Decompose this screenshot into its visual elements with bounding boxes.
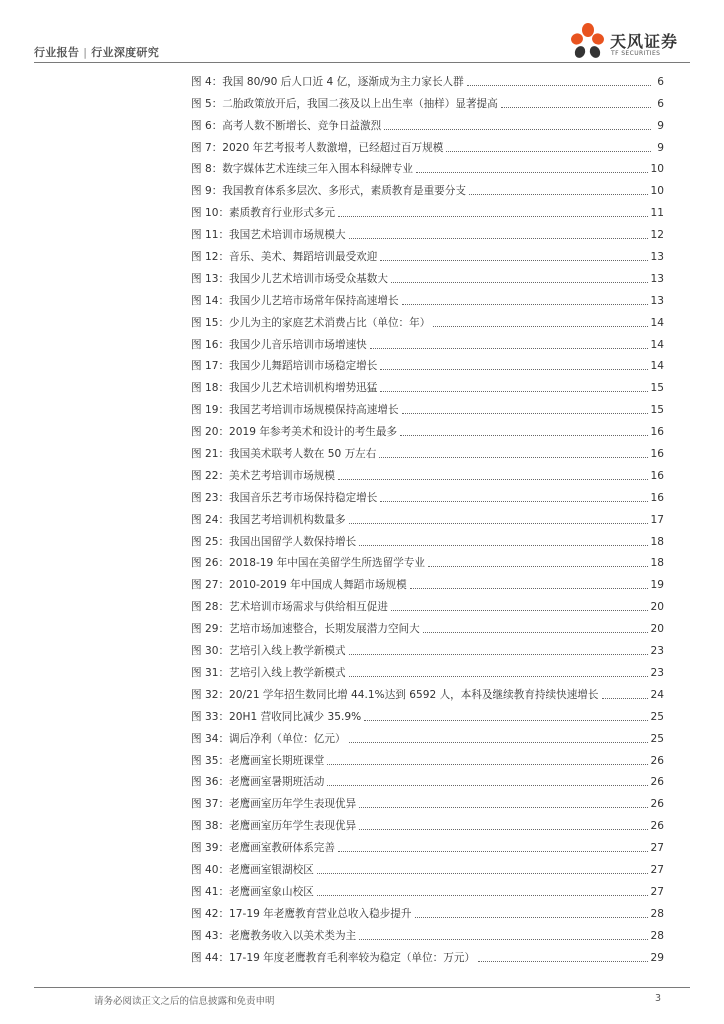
toc-entry-page: 15 xyxy=(650,404,664,417)
page-header xyxy=(0,0,724,66)
toc-entry[interactable] xyxy=(191,658,664,680)
toc-entry[interactable] xyxy=(191,395,664,417)
toc-dot-leader xyxy=(327,784,647,786)
toc-dot-leader xyxy=(338,478,648,480)
toc-entry-title: 图 37：老鹰画室历年学生表现优异 xyxy=(191,798,357,811)
toc-entry-page: 28 xyxy=(650,929,664,942)
toc-entry-title: 图 21：我国美术联考人数在 50 万左右 xyxy=(191,448,377,461)
toc-entry[interactable] xyxy=(191,549,664,571)
toc-dot-leader xyxy=(384,128,651,130)
footer-disclaimer: 请务必阅读正文之后的信息披露和免责申明 xyxy=(94,996,275,1007)
toc-entry-title: 图 36：老鹰画室暑期班活动 xyxy=(191,776,325,789)
toc-entry-page: 18 xyxy=(650,557,664,570)
toc-dot-leader xyxy=(370,347,648,349)
toc-entry[interactable] xyxy=(191,264,664,286)
toc-entry-title: 图 23：我国音乐艺考市场保持稳定增长 xyxy=(191,491,378,504)
toc-entry-title: 图 26：2018-19 年中国在美留学生所选留学专业 xyxy=(191,557,425,570)
toc-dot-leader xyxy=(469,193,648,195)
toc-dot-leader xyxy=(501,106,651,108)
toc-dot-leader xyxy=(380,390,647,392)
category-label: 行业报告 xyxy=(34,46,80,59)
toc-entry-title: 图 20：2019 年参考美术和设计的考生最多 xyxy=(191,426,398,439)
brand-subtitle: TF SECURITIES xyxy=(611,50,661,57)
toc-entry-title: 图 11：我国艺术培训市场规模大 xyxy=(191,229,346,242)
toc-entry-page: 20 xyxy=(650,601,664,614)
toc-entry[interactable] xyxy=(191,943,664,965)
toc-entry[interactable] xyxy=(191,155,664,177)
toc-entry-page: 24 xyxy=(650,688,664,701)
toc-entry[interactable] xyxy=(191,133,664,155)
toc-entry-page: 12 xyxy=(650,229,664,242)
toc-entry-page: 9 xyxy=(657,141,664,154)
toc-entry[interactable] xyxy=(191,527,664,549)
toc-entry-title: 图 40：老鹰画室银湖校区 xyxy=(191,863,314,876)
toc-entry[interactable] xyxy=(191,286,664,308)
toc-entry[interactable] xyxy=(191,811,664,833)
toc-entry[interactable] xyxy=(191,833,664,855)
brand-logo xyxy=(568,22,692,62)
toc-dot-leader xyxy=(317,872,648,874)
toc-entry-title: 图 30：艺培引入线上教学新模式 xyxy=(191,645,346,658)
toc-entry-page: 6 xyxy=(657,75,664,88)
toc-entry[interactable] xyxy=(191,746,664,768)
toc-entry[interactable] xyxy=(191,702,664,724)
toc-entry-title: 图 7：2020 年艺考报考人数激增，已经超过百万规模 xyxy=(191,141,444,154)
toc-dot-leader xyxy=(391,609,648,611)
toc-dot-leader xyxy=(433,325,647,327)
footer-divider xyxy=(34,987,690,988)
toc-dot-leader xyxy=(415,916,648,918)
toc-entry-title: 图 5：二胎政策放开后，我国二孩及以上出生率（抽样）显著提高 xyxy=(191,97,498,110)
toc-entry[interactable] xyxy=(191,67,664,89)
toc-entry-page: 27 xyxy=(650,885,664,898)
toc-entry-title: 图 24：我国艺考培训机构数量多 xyxy=(191,513,346,526)
toc-entry-title: 图 19：我国艺考培训市场规模保持高速增长 xyxy=(191,404,399,417)
toc-entry-title: 图 25：我国出国留学人数保持增长 xyxy=(191,535,357,548)
toc-dot-leader xyxy=(349,522,648,524)
toc-entry-page: 29 xyxy=(650,951,664,964)
toc-entry[interactable] xyxy=(191,899,664,921)
toc-entry-page: 23 xyxy=(650,666,664,679)
toc-entry-title: 图 6：高考人数不断增长、竞争日益激烈 xyxy=(191,119,382,132)
toc-entry-page: 9 xyxy=(657,119,664,132)
toc-entry[interactable] xyxy=(191,789,664,811)
toc-entry[interactable] xyxy=(191,198,664,220)
toc-entry[interactable] xyxy=(191,680,664,702)
toc-entry-page: 18 xyxy=(650,535,664,548)
toc-entry[interactable] xyxy=(191,505,664,527)
toc-entry-page: 14 xyxy=(650,360,664,373)
toc-entry-page: 10 xyxy=(650,163,664,176)
page-number: 3 xyxy=(655,993,662,1004)
toc-dot-leader xyxy=(402,303,648,305)
toc-entry-title: 图 29：艺培市场加速整合，长期发展潜力空间大 xyxy=(191,623,420,636)
toc-entry-title: 图 14：我国少儿艺培市场常年保持高速增长 xyxy=(191,294,399,307)
toc-entry-title: 图 35：老鹰画室长期班课堂 xyxy=(191,754,325,767)
toc-dot-leader xyxy=(379,456,647,458)
toc-entry-page: 27 xyxy=(650,842,664,855)
toc-entry-page: 28 xyxy=(650,907,664,920)
toc-entry-title: 图 12：音乐、美术、舞蹈培训最受欢迎 xyxy=(191,251,378,264)
toc-entry[interactable] xyxy=(191,724,664,746)
toc-entry-title: 图 33：20H1 营收同比减少 35.9% xyxy=(191,710,362,723)
toc-dot-leader xyxy=(359,806,647,808)
toc-dot-leader xyxy=(380,259,647,261)
toc-entry-page: 13 xyxy=(650,251,664,264)
toc-entry[interactable] xyxy=(191,614,664,636)
toc-dot-leader xyxy=(391,281,648,283)
subcategory-label: 行业深度研究 xyxy=(91,46,160,59)
header-divider xyxy=(34,62,690,63)
toc-dot-leader xyxy=(349,653,648,655)
toc-dot-leader xyxy=(402,412,648,414)
toc-entry[interactable] xyxy=(191,461,664,483)
brand-flower-icon xyxy=(568,22,606,62)
toc-entry-page: 13 xyxy=(650,272,664,285)
toc-entry-title: 图 18：我国少儿艺术培训机构增势迅猛 xyxy=(191,382,378,395)
toc-entry-page: 10 xyxy=(650,185,664,198)
toc-dot-leader xyxy=(380,500,647,502)
toc-entry-page: 26 xyxy=(650,776,664,789)
toc-dot-leader xyxy=(349,675,648,677)
toc-entry-title: 图 13：我国少儿艺术培训市场受众基数大 xyxy=(191,272,388,285)
toc-entry-page: 6 xyxy=(657,97,664,110)
toc-entry-title: 图 16：我国少儿音乐培训市场增速快 xyxy=(191,338,367,351)
toc-entry-title: 图 15：少儿为主的家庭艺术消费占比（单位：年） xyxy=(191,316,431,329)
toc-entry-title: 图 31：艺培引入线上教学新模式 xyxy=(191,666,346,679)
toc-entry[interactable] xyxy=(191,308,664,330)
toc-entry[interactable] xyxy=(191,439,664,461)
toc-entry-title: 图 9：我国教育体系多层次、多形式，素质教育是重要分支 xyxy=(191,185,466,198)
toc-dot-leader xyxy=(602,697,648,699)
toc-entry-page: 14 xyxy=(650,338,664,351)
toc-dot-leader xyxy=(428,565,648,567)
toc-entry-title: 图 42：17-19 年老鹰教育营业总收入稳步提升 xyxy=(191,907,412,920)
toc-entry[interactable] xyxy=(191,89,664,111)
toc-dot-leader xyxy=(380,368,647,370)
toc-entry-page: 20 xyxy=(650,623,664,636)
toc-entry-title: 图 10：素质教育行业形式多元 xyxy=(191,207,335,220)
toc-dot-leader xyxy=(478,960,647,962)
toc-entry-page: 27 xyxy=(650,863,664,876)
toc-entry[interactable] xyxy=(191,242,664,264)
toc-entry-title: 图 17：我国少儿舞蹈培训市场稳定增长 xyxy=(191,360,378,373)
report-category xyxy=(34,44,159,60)
toc-dot-leader xyxy=(349,237,648,239)
toc-entry-page: 16 xyxy=(650,491,664,504)
toc-entry-title: 图 43：老鹰教务收入以美术类为主 xyxy=(191,929,357,942)
toc-entry[interactable] xyxy=(191,855,664,877)
toc-entry[interactable] xyxy=(191,483,664,505)
toc-entry[interactable] xyxy=(191,921,664,943)
toc-entry[interactable] xyxy=(191,592,664,614)
toc-dot-leader xyxy=(446,150,651,152)
brand-name: 天风证券 xyxy=(610,32,679,51)
toc-entry-page: 16 xyxy=(650,448,664,461)
toc-dot-leader xyxy=(349,741,648,743)
toc-entry-page: 13 xyxy=(650,294,664,307)
toc-entry[interactable] xyxy=(191,768,664,790)
toc-dot-leader xyxy=(364,719,647,721)
toc-entry-title: 图 4：我国 80/90 后人口近 4 亿，逐渐成为主力家长人群 xyxy=(191,75,464,88)
toc-dot-leader xyxy=(467,84,651,86)
toc-entry-title: 图 32：20/21 学年招生数同比增 44.1%达到 6592 人，本科及继续教育持续快速增长 xyxy=(191,688,599,701)
toc-dot-leader xyxy=(423,631,648,633)
toc-entry-page: 26 xyxy=(650,820,664,833)
toc-entry-title: 图 39：老鹰画室教研体系完善 xyxy=(191,842,335,855)
toc-entry[interactable] xyxy=(191,176,664,198)
toc-dot-leader xyxy=(338,215,648,217)
toc-entry-page: 26 xyxy=(650,798,664,811)
toc-entry-page: 16 xyxy=(650,469,664,482)
toc-entry[interactable] xyxy=(191,111,664,133)
toc-entry-page: 25 xyxy=(650,710,664,723)
toc-dot-leader xyxy=(317,894,648,896)
toc-entry-title: 图 28：艺术培训市场需求与供给相互促进 xyxy=(191,601,388,614)
toc-dot-leader xyxy=(416,171,648,173)
toc-entry-page: 11 xyxy=(650,207,664,220)
toc-entry[interactable] xyxy=(191,570,664,592)
toc-dot-leader xyxy=(359,544,647,546)
toc-dot-leader xyxy=(400,434,647,436)
toc-entry-title: 图 27：2010-2019 年中国成人舞蹈市场规模 xyxy=(191,579,407,592)
toc-entry[interactable] xyxy=(191,636,664,658)
toc-entry[interactable] xyxy=(191,330,664,352)
toc-entry-title: 图 44：17-19 年度老鹰教育毛利率较为稳定（单位：万元） xyxy=(191,951,476,964)
toc-entry-title: 图 22：美术艺考培训市场规模 xyxy=(191,469,335,482)
toc-entry-title: 图 34：调后净利（单位：亿元） xyxy=(191,732,346,745)
toc-entry-page: 23 xyxy=(650,645,664,658)
toc-entry-page: 25 xyxy=(650,732,664,745)
toc-entry-title: 图 8：数字媒体艺术连续三年入围本科绿牌专业 xyxy=(191,163,413,176)
toc-entry-title: 图 38：老鹰画室历年学生表现优异 xyxy=(191,820,357,833)
toc-entry-title: 图 41：老鹰画室象山校区 xyxy=(191,885,314,898)
toc-entry-page: 26 xyxy=(650,754,664,767)
toc-entry[interactable] xyxy=(191,877,664,899)
toc-entry-page: 19 xyxy=(650,579,664,592)
toc-dot-leader xyxy=(327,763,647,765)
figure-table-of-contents xyxy=(191,67,664,965)
toc-entry[interactable] xyxy=(191,220,664,242)
toc-entry[interactable] xyxy=(191,417,664,439)
toc-dot-leader xyxy=(338,850,648,852)
toc-entry-page: 14 xyxy=(650,316,664,329)
toc-entry[interactable] xyxy=(191,373,664,395)
toc-entry[interactable] xyxy=(191,352,664,374)
toc-entry-page: 17 xyxy=(650,513,664,526)
category-separator: | xyxy=(83,46,88,59)
toc-entry-page: 15 xyxy=(650,382,664,395)
toc-dot-leader xyxy=(410,587,648,589)
toc-entry-page: 16 xyxy=(650,426,664,439)
toc-dot-leader xyxy=(359,828,647,830)
toc-dot-leader xyxy=(359,938,647,940)
